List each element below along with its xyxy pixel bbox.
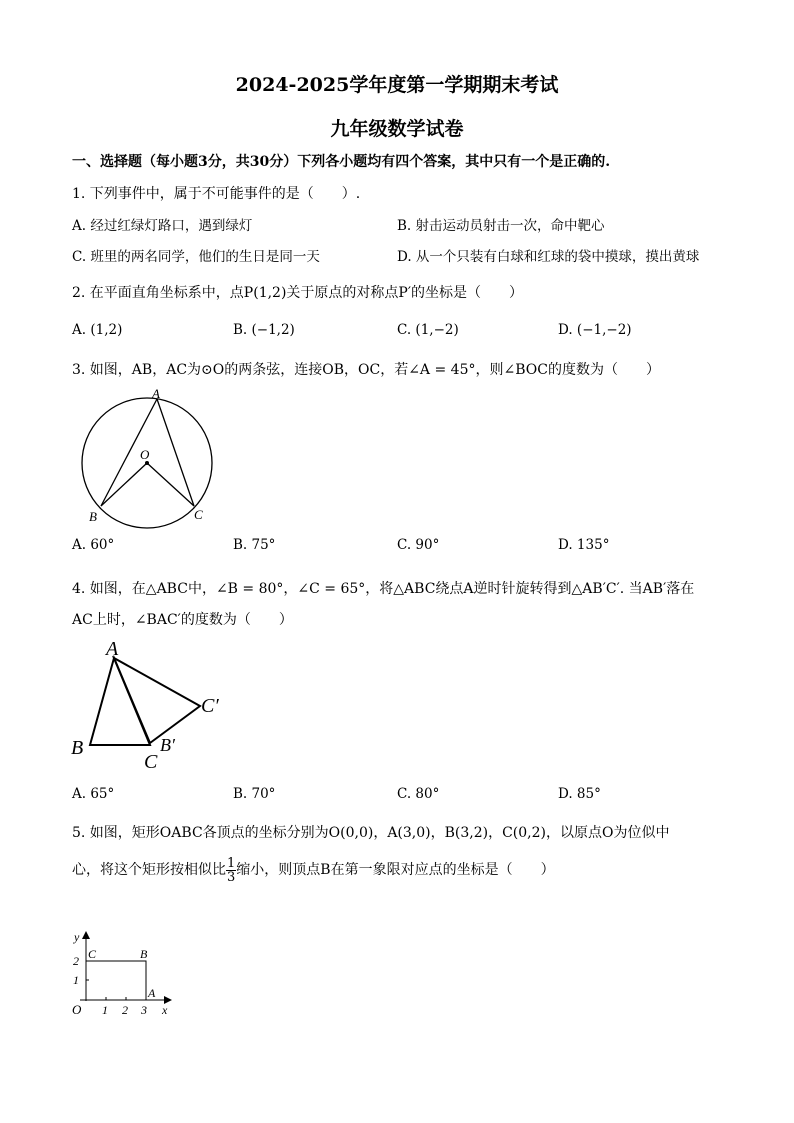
label-a: A [106, 638, 119, 660]
label-o: O [72, 1002, 82, 1017]
label-b: B [89, 509, 97, 524]
rectangle-oabc [86, 961, 146, 1000]
exam-title: 2024-2025学年度第一学期期末考试 [235, 74, 559, 96]
question-3-stem: 3. 如图，AB，AC为⊙O的两条弦，连接OB，OC，若∠A = 45°，则∠BOC的度数为（ ） [72, 362, 660, 378]
circle-figure [76, 382, 226, 532]
y-tick-label-2: 2 [73, 954, 79, 968]
question-1-option-d: D. 从一个只装有白球和红球的袋中摸球，摸出黄球 [397, 249, 700, 265]
coordinate-figure [66, 925, 186, 1020]
ratio-fraction [226, 857, 236, 884]
label-c-prime: C′ [201, 695, 219, 717]
question-2-option-a: A. (1,2) [72, 322, 123, 338]
question-4-option-b: B. 70° [233, 786, 276, 802]
question-3-option-b: B. 75° [233, 537, 276, 553]
question-5-stem-pre: 心，将这个矩形按相似比 [72, 862, 226, 878]
x-tick-label-1: 1 [102, 1003, 108, 1017]
question-2-option-c: C. (1,−2) [397, 322, 459, 338]
question-3-option-c: C. 90° [397, 537, 440, 553]
question-5-stem-line2 [72, 852, 555, 888]
section-heading: 一、选择题（每小题3分，共30分）下列各小题均有四个答案，其中只有一个是正确的. [72, 154, 611, 170]
question-3-option-d: D. 135° [558, 537, 610, 553]
fraction-numerator: 1 [227, 855, 236, 871]
label-b: B [140, 947, 148, 961]
triangle-figure [66, 636, 236, 776]
exam-subtitle: 九年级数学试卷 [330, 118, 464, 140]
question-1-option-a: A. 经过红绿灯路口，遇到绿灯 [72, 218, 253, 234]
question-2-stem: 2. 在平面直角坐标系中，点P(1,2)关于原点的对称点P′的坐标是（ ） [72, 285, 524, 301]
question-1-option-b: B. 射击运动员射击一次，命中靶心 [397, 218, 605, 234]
triangle-ab-c [114, 658, 200, 743]
x-tick-label-3: 3 [141, 1003, 147, 1017]
question-4-option-a: A. 65° [72, 786, 115, 802]
question-2-option-d: D. (−1,−2) [558, 322, 632, 338]
fraction-denominator: 3 [227, 869, 236, 885]
question-4-option-c: C. 80° [397, 786, 440, 802]
axis-label-x: x [162, 1003, 168, 1017]
question-4-option-d: D. 85° [558, 786, 601, 802]
label-b-prime: B′ [160, 735, 175, 755]
question-5-stem-post: 缩小，则顶点B在第一象限对应点的坐标是（ ） [236, 862, 555, 878]
y-tick-label-1: 1 [73, 973, 79, 987]
label-c: C [88, 947, 97, 961]
label-c: C [194, 507, 203, 522]
question-4-stem-line1: 4. 如图，在△ABC中，∠B = 80°，∠C = 65°，将△ABC绕点A逆时针旋转得到△AB′C′. 当AB′落在 [72, 581, 695, 597]
label-a: A [148, 986, 156, 1000]
label-o: O [140, 447, 150, 462]
question-1-option-c: C. 班里的两名同学，他们的生日是同一天 [72, 249, 320, 265]
x-tick-label-2: 2 [122, 1003, 128, 1017]
axis-label-y: y [74, 930, 80, 944]
label-a: A [152, 386, 160, 401]
question-4-stem-line2: AC上时，∠BAC′的度数为（ ） [72, 612, 293, 628]
segment-ob [101, 463, 147, 506]
question-1-stem: 1. 下列事件中，属于不可能事件的是（ ）. [72, 186, 361, 202]
question-5-stem-line1: 5. 如图，矩形OABC各顶点的坐标分别为O(0,0)，A(3,0)，B(3,2)，C(0,2)，以原点O为位似中 [72, 825, 670, 841]
question-2-option-b: B. (−1,2) [233, 322, 295, 338]
question-3-option-a: A. 60° [72, 537, 115, 553]
label-c: C [144, 751, 158, 773]
label-b: B [71, 737, 84, 759]
